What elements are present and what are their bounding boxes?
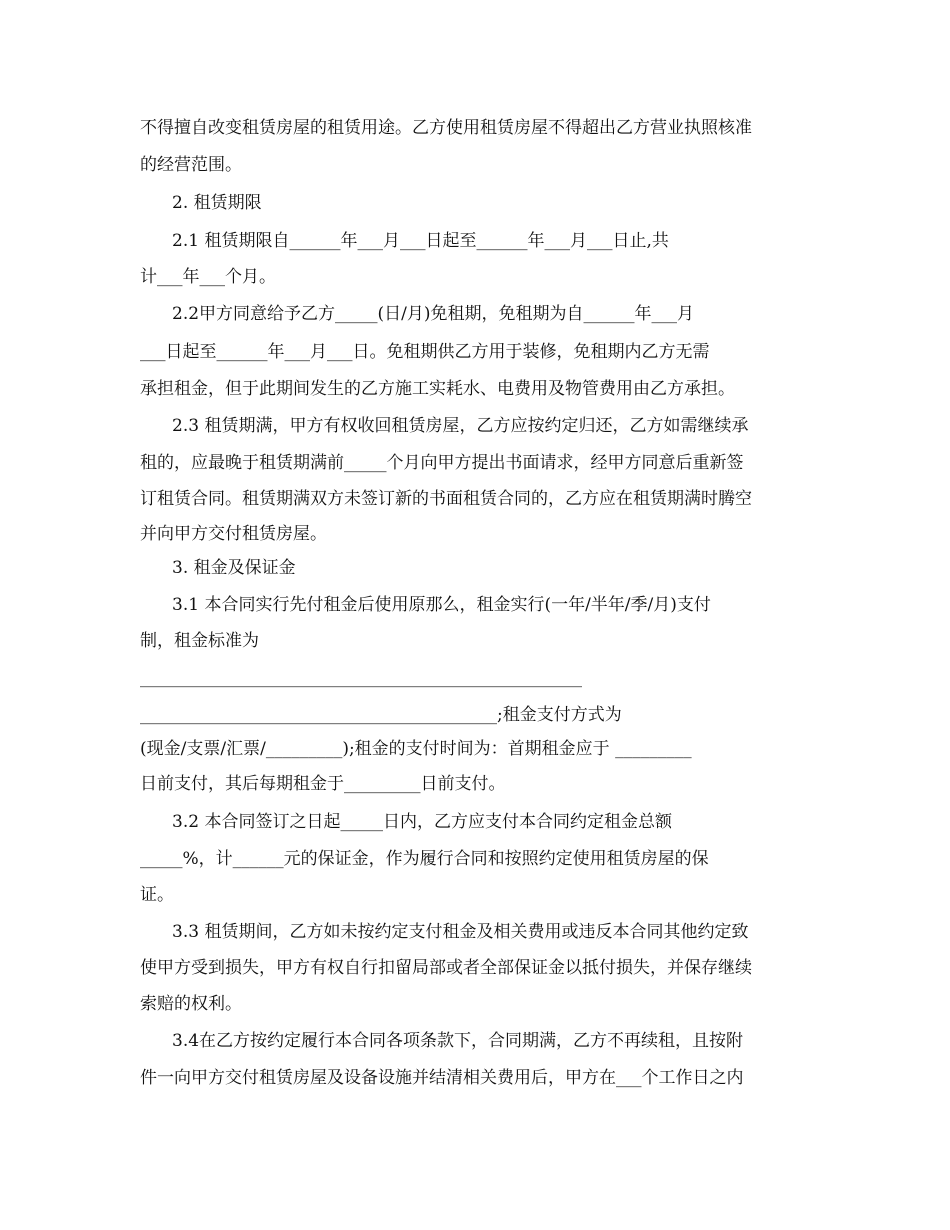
text-line: 2.1 租赁期限自______年___月___日起至______年___月___日止,共 [172, 231, 669, 251]
text-line: 2.3 租赁期满，甲方有权收回租赁房屋，乙方应按约定归还，乙方如需继续承 [172, 416, 749, 436]
text-line: 承担租金，但于此期间发生的乙方施工实耗水、电费用及物管费用由乙方承担。 [140, 379, 735, 399]
text-line: 日前支付，其后每期租金于_________日前支付。 [140, 774, 506, 794]
text-line: 订租赁合同。租赁期满双方未签订新的书面租赁合同的，乙方应在租赁期满时腾空 [140, 489, 752, 509]
blank-line: ____________________________________________________ [140, 668, 582, 688]
text-line: _____%，计______元的保证金，作为履行合同和按照约定使用租赁房屋的保 [140, 849, 709, 869]
text-line: 不得擅自改变租赁房屋的租赁用途。乙方使用租赁房屋不得超出乙方营业执照核准 [140, 118, 752, 138]
text-line: 索赔的权利。 [140, 994, 242, 1014]
section-heading: 3. 租金及保证金 [172, 558, 296, 578]
text-line: __________________________________________;租金支付方式为 [140, 705, 622, 725]
text-line: 制，租金标准为 [140, 631, 259, 651]
text-line: 3.1 本合同实行先付租金后使用原那么，租金实行(一年/半年/季/月)支付 [172, 595, 711, 615]
text-line: 证。 [140, 885, 174, 905]
text-line: 使甲方受到损失，甲方有权自行扣留局部或者全部保证金以抵付损失，并保存继续 [140, 958, 752, 978]
text-line: 计___年___个月。 [140, 267, 276, 287]
text-line: 3.2 本合同签订之日起_____日内，乙方应支付本合同约定租金总额 [172, 812, 672, 832]
text-line: 3.3 租赁期间，乙方如未按约定支付租金及相关费用或违反本合同其他约定致 [172, 922, 749, 942]
text-line: 租的，应最晚于租赁期满前_____个月向甲方提出书面请求，经甲方同意后重新签 [140, 453, 744, 473]
text-line: 2.2甲方同意给予乙方_____(日/月)免租期，免租期为自______年___月 [172, 304, 695, 324]
section-heading: 2. 租赁期限 [172, 193, 262, 213]
text-line: ___日起至______年___月___日。免租期供乙方用于装修，免租期内乙方无需 [140, 342, 710, 362]
text-line: 件一向甲方交付租赁房屋及设备设施并结清相关费用后，甲方在___个工作日之内 [140, 1068, 744, 1088]
text-line: (现金/支票/汇票/_________);租金的支付时间为：首期租金应于 _________ [140, 739, 692, 759]
text-line: 的经营范围。 [140, 155, 242, 175]
text-line: 并向甲方交付租赁房屋。 [140, 524, 327, 544]
text-line: 3.4在乙方按约定履行本合同各项条款下，合同期满，乙方不再续租，且按附 [172, 1031, 744, 1051]
